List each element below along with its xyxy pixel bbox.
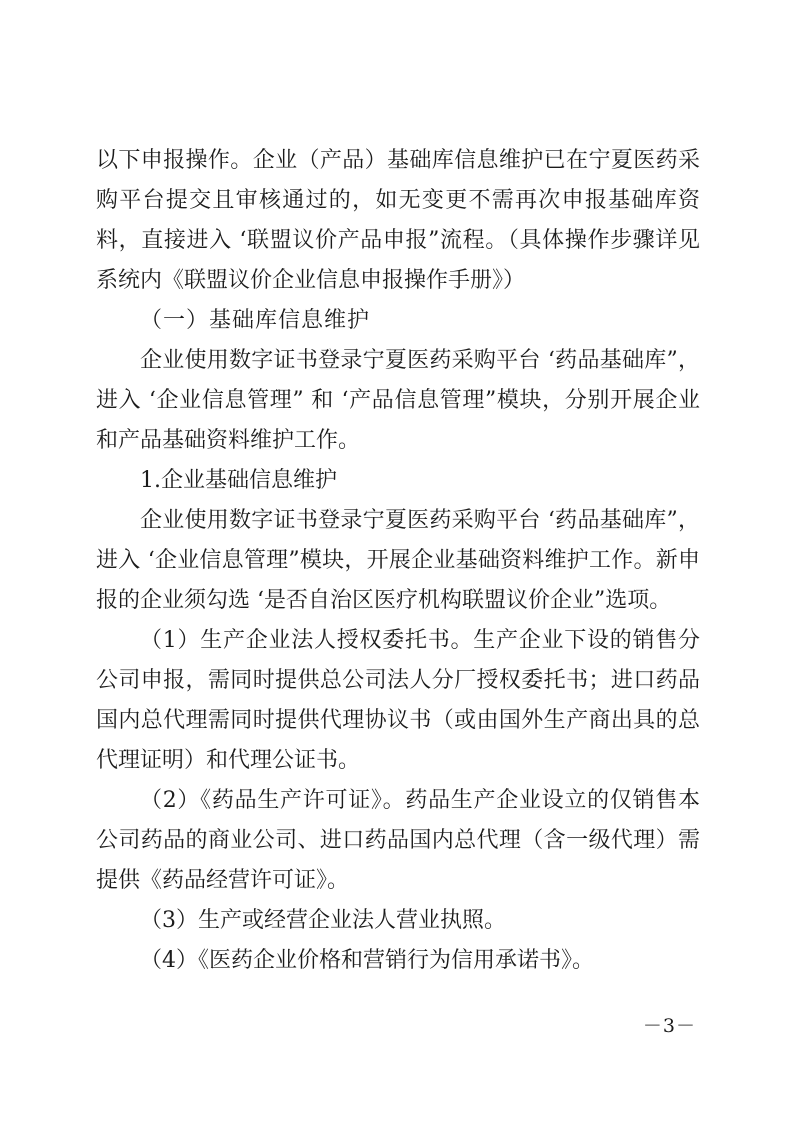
paragraph: 企业使用数字证书登录宁夏医药采购平台 ‘药品基础库”，进入 ‘企业信息管理” 和 ‘产品信息管理”模块，分别开展企业和产品基础资料维护工作。 (96, 348, 700, 453)
numbered-item-4: （4）《医药企业价格和营销行为信用承诺书》。 (140, 948, 594, 973)
paragraph-continued: 以下申报操作。企业（产品）基础库信息维护已在宁夏医药采购平台提交且审核通过的，如无变更不需再次申报基础库资料，直接进入 ‘联盟议价产品申报”流程。（具体操作步骤详见系统内《联盟议价企业信息申报操作手册》） (96, 148, 700, 293)
subsection-heading-enterprise-basic-info: 1.企业基础信息维护 (140, 468, 337, 493)
paragraph: 企业使用数字证书登录宁夏医药采购平台 ‘药品基础库”，进入 ‘企业信息管理”模块，开展企业基础资料维护工作。新申报的企业须勾选 ‘是否自治区医疗机构联盟议价企业”选项。 (96, 508, 700, 613)
page-number: －3－ (642, 1015, 696, 1037)
numbered-item-3: （3）生产或经营企业法人营业执照。 (140, 908, 506, 933)
document-body (96, 141, 700, 981)
numbered-item-1: （1）生产企业法人授权委托书。生产企业下设的销售分公司申报，需同时提供总公司法人分厂授权委托书；进口药品国内总代理需同时提供代理协议书（或由国外生产商出具的总代理证明）和代理公证书。 (96, 628, 700, 773)
numbered-item-2: （2）《药品生产许可证》。药品生产企业设立的仅销售本公司药品的商业公司、进口药品国内总代理（含一级代理）需提供《药品经营许可证》。 (96, 788, 700, 893)
section-heading-basic-library-maintenance: （一）基础库信息维护 (140, 308, 371, 333)
